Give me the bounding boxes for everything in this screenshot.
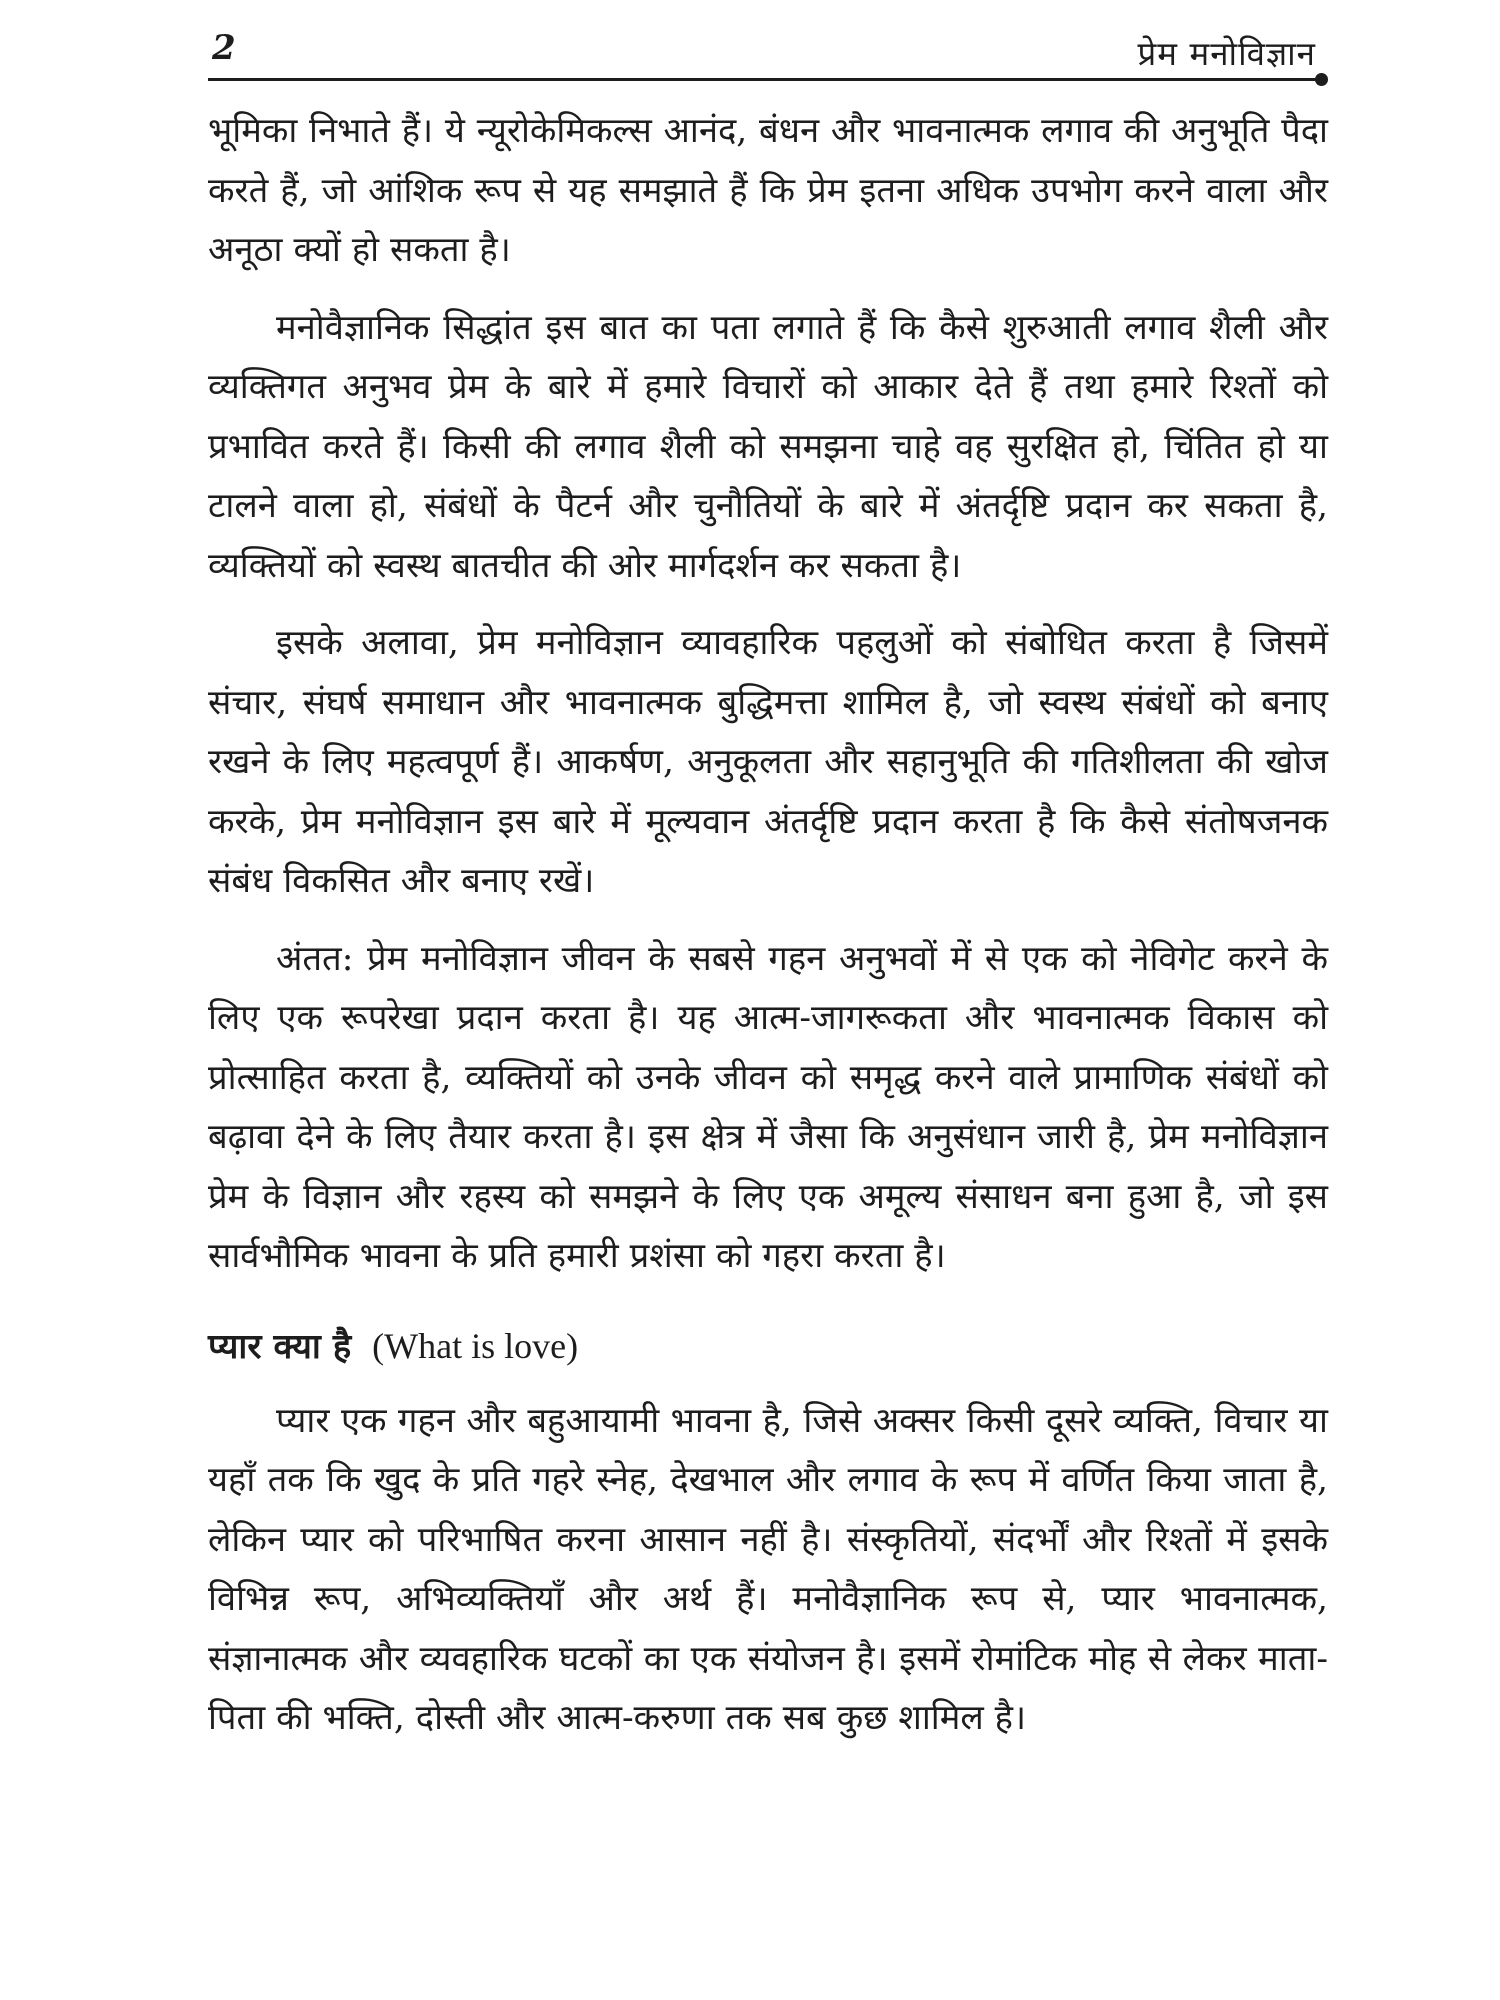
header-rule xyxy=(208,78,1322,81)
running-header xyxy=(208,28,1328,80)
header-rule-dot xyxy=(1315,73,1328,86)
paragraph: इसके अलावा, प्रेम मनोविज्ञान व्यावहारिक पहलुओं को संबोधित करता है जिसमें संचार, संघर्ष समाधान और भावनात्मक बुद्धिमत्ता शामिल है, जो स्वस्थ संबंधों को बनाए रखने के लिए महत्वपूर्ण हैं। आकर्षण, अनुकूलता और सहानुभूति की गतिशीलता की खोज करके, प्रेम मनोविज्ञान इस बारे में मूल्यवान अंतर्दृष्टि प्रदान करता है कि कैसे संतोषजनक संबंध विकसित और बनाए रखें। xyxy=(208,623,1328,901)
book-title: प्रेम मनोविज्ञान xyxy=(1137,34,1316,73)
section-heading xyxy=(208,1321,1328,1372)
body-text xyxy=(208,102,1328,1749)
paragraph: प्यार एक गहन और बहुआयामी भावना है, जिसे अक्सर किसी दूसरे व्यक्ति, विचार या यहाँ तक कि खुद के प्रति गहरे स्नेह, देखभाल और लगाव के रूप में वर्णित किया जाता है, लेकिन प्यार को परिभाषित करना आसान नहीं है। संस्कृतियों, संदर्भों और रिश्तों में इसके विभिन्न रूप, अभिव्यक्तियाँ और अर्थ हैं। मनोवैज्ञानिक रूप से, प्यार भावनात्मक, संज्ञानात्मक और व्यवहारिक घटकों का एक संयोजन है। इसमें रोमांटिक मोह से लेकर माता-पिता की भक्ति, दोस्ती और आत्म-करुणा तक सब कुछ शामिल है। xyxy=(208,1400,1328,1738)
paragraph: मनोवैज्ञानिक सिद्धांत इस बात का पता लगाते हैं कि कैसे शुरुआती लगाव शैली और व्यक्तिगत अनुभव प्रेम के बारे में हमारे विचारों को आकार देते हैं तथा हमारे रिश्तों को प्रभावित करते हैं। किसी की लगाव शैली को समझना चाहे वह सुरक्षित हो, चिंतित हो या टालने वाला हो, संबंधों के पैटर्न और चुनौतियों के बारे में अंतर्दृष्टि प्रदान कर सकता है, व्यक्तियों को स्वस्थ बातचीत की ओर मार्गदर्शन कर सकता है। xyxy=(208,307,1328,586)
paragraph: अंतत: प्रेम मनोविज्ञान जीवन के सबसे गहन अनुभवों में से एक को नेविगेट करने के लिए एक रूपरेखा प्रदान करता है। यह आत्म-जागरूकता और भावनात्मक विकास को प्रोत्साहित करता है, व्यक्तियों को उनके जीवन को समृद्ध करने वाले प्रामाणिक संबंधों को बढ़ावा देने के लिए तैयार करता है। इस क्षेत्र में जैसा कि अनुसंधान जारी है, प्रेम मनोविज्ञान प्रेम के विज्ञान और रहस्य को समझने के लिए एक अमूल्य संसाधन बना हुआ है, जो इस सार्वभौमिक भावना के प्रति हमारी प्रशंसा को गहरा करता है। xyxy=(208,938,1328,1276)
section-heading-hindi: प्यार क्या है xyxy=(208,1326,352,1367)
paragraph-continued: भूमिका निभाते हैं। ये न्यूरोकेमिकल्स आनंद, बंधन और भावनात्मक लगाव की अनुभूति पैदा करते हैं, जो आंशिक रूप से यह समझाते हैं कि प्रेम इतना अधिक उपभोग करने वाला और अनूठा क्यों हो सकता है। xyxy=(208,111,1328,270)
page-number: 2 xyxy=(212,28,236,68)
book-page xyxy=(208,28,1328,1978)
section-heading-english: (What is love) xyxy=(372,1325,579,1366)
